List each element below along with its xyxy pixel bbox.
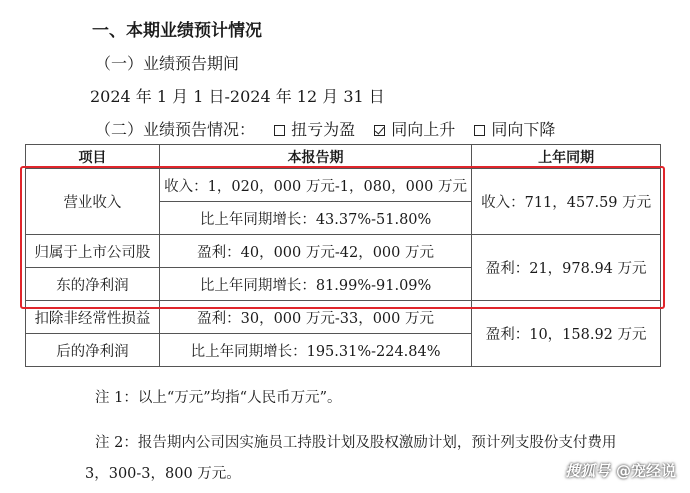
header-prior-period: 上年同期 — [472, 145, 661, 169]
header-item: 项目 — [26, 145, 160, 169]
row-item-net-profit-line1: 归属于上市公司股 — [26, 235, 160, 268]
header-current-period: 本报告期 — [159, 145, 471, 169]
current-growth: 比上年同期增长：81.99%-91.09% — [159, 268, 471, 301]
prior-value: 盈利：21，978.94 万元 — [472, 235, 661, 301]
watermark — [565, 460, 676, 481]
forecast-situation-row — [95, 117, 555, 140]
table-row — [26, 301, 661, 334]
table-header-row — [26, 145, 661, 169]
note-2: 注 2：报告期内公司因实施员工持股计划及股权激励计划，预计列支股份支付费用 — [95, 435, 617, 451]
prior-value: 盈利：10，158.92 万元 — [472, 301, 661, 367]
row-item-deducted-profit-line1: 扣除非经常性损益 — [26, 301, 160, 334]
current-growth: 比上年同期增长：195.31%-224.84% — [159, 334, 471, 367]
watermark-logo: 搜狐号 — [564, 462, 610, 480]
section-title: 一、本期业绩预计情况 — [92, 21, 262, 41]
forecast-table — [25, 144, 661, 367]
checked-checkbox-icon — [374, 125, 385, 136]
forecast-period: 2024 年 1 月 1 日-2024 年 12 月 31 日 — [90, 87, 385, 106]
note-1: 注 1：以上“万元”均指“人民币万元”。 — [95, 390, 342, 406]
current-range: 盈利：30，000 万元-33，000 万元 — [159, 301, 471, 334]
row-item-net-profit-line2: 东的净利润 — [26, 268, 160, 301]
option-label: 扭亏为盈 — [291, 120, 356, 139]
row-item-revenue: 营业收入 — [26, 169, 160, 235]
current-growth: 比上年同期增长：43.37%-51.80% — [159, 202, 471, 235]
prior-value: 收入：711，457.59 万元 — [472, 169, 661, 235]
checkbox-icon — [274, 125, 285, 136]
current-range: 收入：1，020，000 万元-1，080，000 万元 — [159, 169, 471, 202]
note-2-continuation: 3，300-3，800 万元。 — [85, 466, 241, 482]
watermark-account: @宠经说 — [615, 462, 676, 480]
checkbox-icon — [474, 125, 485, 136]
table-row — [26, 169, 661, 202]
option-label: 同向上升 — [391, 120, 456, 139]
option-label: 同向下降 — [491, 120, 556, 139]
current-range: 盈利：40，000 万元-42，000 万元 — [159, 235, 471, 268]
subsection-situation-heading: （二）业绩预告情况： — [95, 120, 256, 139]
subsection-period-heading: （一）业绩预告期间 — [95, 54, 240, 73]
table-row — [26, 235, 661, 268]
row-item-deducted-profit-line2: 后的净利润 — [26, 334, 160, 367]
